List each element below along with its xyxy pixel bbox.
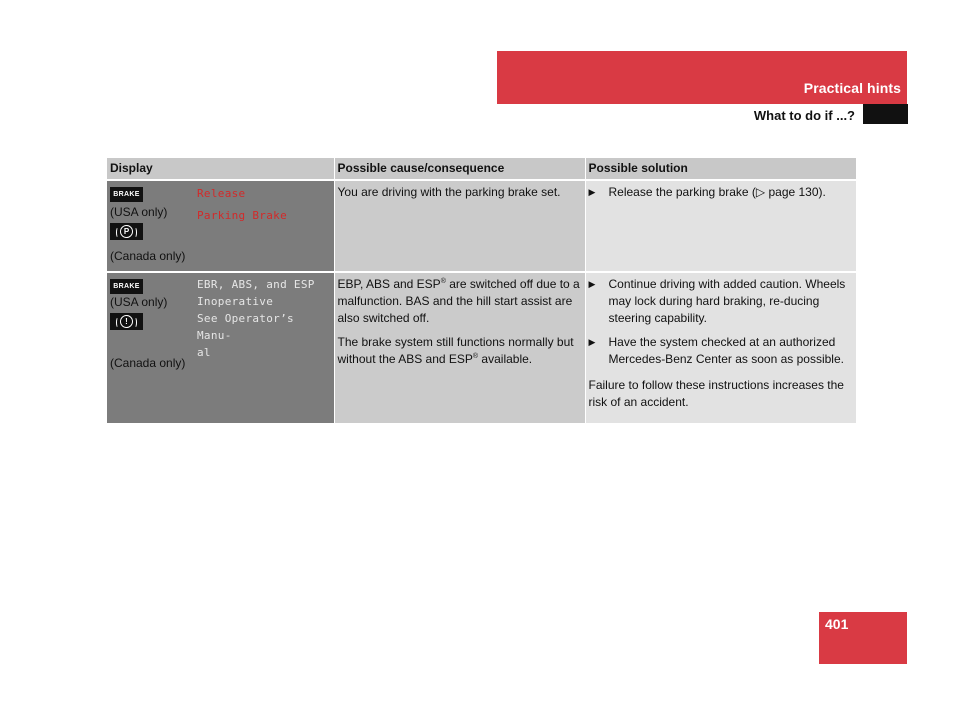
canada-only-label: (Canada only) bbox=[110, 356, 186, 370]
solution-text: Have the system checked at an authorized Mercedes-Benz Center as soon as possible. bbox=[608, 335, 844, 366]
display-message-line: al bbox=[197, 346, 211, 359]
usa-only-label: (USA only) bbox=[110, 295, 168, 309]
header-band bbox=[497, 51, 907, 104]
canada-only-label: (Canada only) bbox=[110, 249, 186, 263]
cause-cell bbox=[334, 180, 585, 272]
cause-text: EBP, ABS and ESP® are switched off due to a malfunction. BAS and the hill start assist are also switched off. bbox=[337, 277, 580, 325]
solution-cell bbox=[585, 180, 856, 272]
bullet-arrow-icon: ▶ bbox=[588, 337, 596, 347]
solution-item bbox=[589, 276, 854, 327]
cause-cell bbox=[334, 272, 585, 423]
header-display: Display bbox=[107, 158, 334, 180]
bullet-arrow-icon: ▶ bbox=[588, 187, 596, 197]
thumb-tab bbox=[863, 104, 908, 124]
parking-brake-icon: P bbox=[110, 223, 143, 240]
display-cell bbox=[107, 180, 334, 272]
usa-only-label: (USA only) bbox=[110, 205, 168, 219]
table-header-row bbox=[107, 158, 856, 180]
display-message-line: Inoperative bbox=[197, 295, 274, 308]
display-cell bbox=[107, 272, 334, 423]
brake-warning-icon: ! bbox=[110, 313, 143, 330]
table-row bbox=[107, 272, 856, 423]
bullet-arrow-icon: ▶ bbox=[588, 279, 596, 289]
brake-warning-lamp-icon: BRAKE bbox=[110, 187, 143, 202]
table-row bbox=[107, 180, 856, 272]
solution-text: Release the parking brake (▷ page 130). bbox=[608, 185, 826, 199]
display-message-line: Parking Brake bbox=[197, 209, 287, 222]
display-message-line: Release bbox=[197, 187, 246, 200]
page-number-box bbox=[819, 612, 907, 664]
section-title: Practical hints bbox=[803, 80, 901, 96]
solution-item bbox=[589, 334, 854, 368]
display-message-line: See Operator’s Manu- bbox=[197, 312, 294, 342]
header-cause: Possible cause/consequence bbox=[334, 158, 585, 180]
header-solution: Possible solution bbox=[585, 158, 856, 180]
solution-cell bbox=[585, 272, 856, 423]
subsection-title: What to do if ...? bbox=[753, 108, 855, 123]
cause-text: The brake system still functions normally but without the ABS and ESP® available. bbox=[337, 335, 574, 366]
display-message-line: EBR, ABS, and ESP bbox=[197, 278, 315, 291]
solution-item bbox=[589, 184, 854, 201]
warning-note: Failure to follow these instructions increases the risk of an accident. bbox=[588, 378, 844, 409]
cause-text: You are driving with the parking brake set. bbox=[337, 185, 561, 199]
troubleshooting-table bbox=[107, 158, 856, 423]
solution-text: Continue driving with added caution. Wheels may lock during hard braking, re-ducing steering capability. bbox=[608, 277, 846, 325]
page-number: 401 bbox=[825, 616, 849, 632]
brake-warning-lamp-icon: BRAKE bbox=[110, 279, 143, 294]
